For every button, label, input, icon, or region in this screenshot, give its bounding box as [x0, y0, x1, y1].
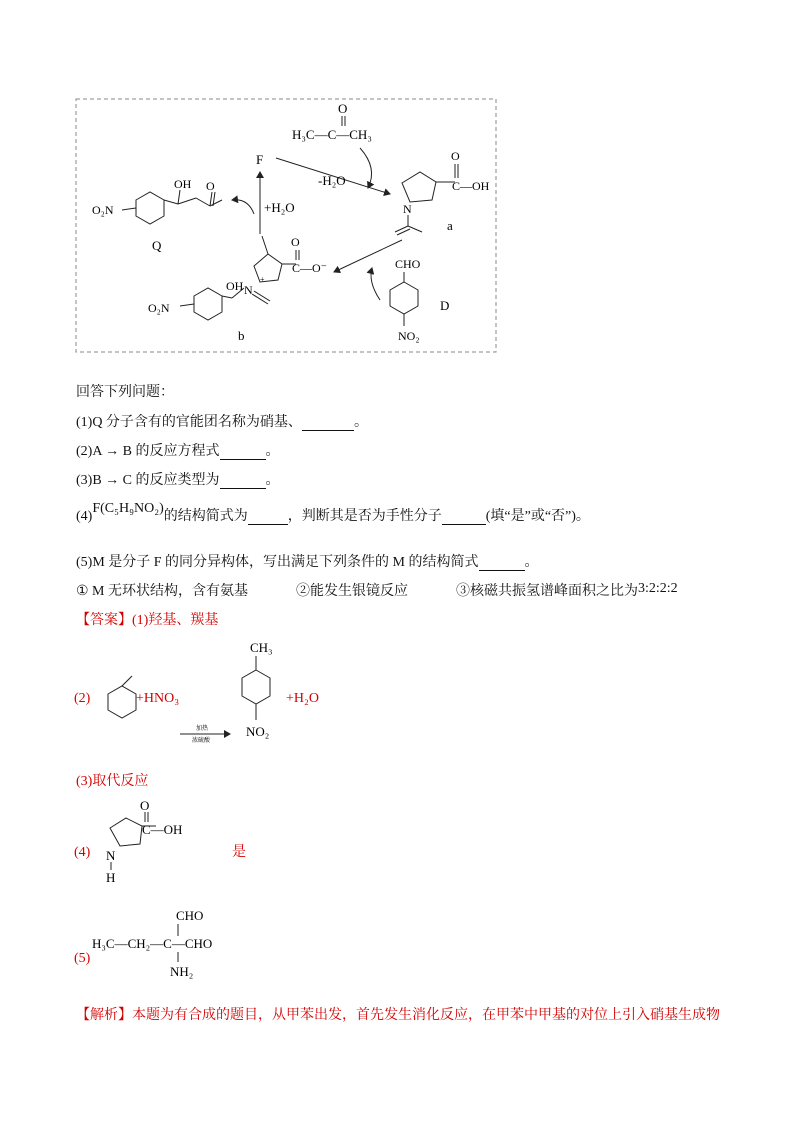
svg-text:(4): (4) [74, 845, 91, 860]
compound-b [148, 235, 327, 343]
svg-text:是: 是 [232, 845, 246, 860]
answer-5-structure [60, 906, 300, 986]
curved-arrow-acetone [360, 148, 372, 188]
svg-text:NO₂: NO₂ [246, 724, 270, 739]
svg-text:C—O⁻: C—O⁻ [292, 261, 328, 275]
water-add: +H₂O [264, 200, 295, 215]
svg-text:N: N [403, 202, 412, 216]
question-1: (1)Q 分子含有的官能团名称为硝基、 。 [76, 415, 368, 430]
svg-text:CHO: CHO [176, 908, 204, 923]
svg-text:NO₂: NO₂ [398, 329, 420, 343]
water-loss: -H₂O [318, 173, 346, 188]
svg-text:N: N [244, 283, 253, 297]
svg-text:CHO: CHO [395, 257, 421, 271]
scheme-frame [76, 99, 496, 352]
answer-1: 【答案】(1)羟基、羰基 [76, 613, 219, 628]
svg-text:(2): (2) [74, 691, 91, 706]
label-b: b [238, 328, 245, 343]
label-f: F [256, 152, 264, 167]
intro: 回答下列问题： [76, 385, 174, 400]
analysis: 【解析】本题为有合成的题目，从甲苯出发，首先发生消化反应，在甲苯中甲基的对位上引入硝基生成物 [76, 1008, 720, 1023]
arrow-a-to-b [334, 240, 402, 272]
question-4: (4)F(C₅H₉NO₂)的结构简式为 ，判断其是否为手性分子 (填“是”或“否”)。 [76, 501, 590, 524]
label-d: D [440, 298, 450, 313]
condition-1: ① M 无环状结构，含有氨基 [76, 584, 248, 599]
svg-text:O: O [206, 179, 215, 193]
reaction-scheme [0, 0, 800, 360]
svg-text:N: N [106, 848, 116, 863]
question-3: (3)B → C 的反应类型为 。 [76, 473, 280, 488]
label-q: Q [152, 238, 162, 253]
svg-text:O: O [140, 798, 150, 813]
svg-text:NH₂: NH₂ [170, 964, 194, 979]
svg-text:O₂N: O₂N [92, 203, 114, 217]
question-5: (5)M 是分子 F 的同分异构体，写出满足下列条件的 M 的结构简式 。 [76, 555, 539, 570]
compound-a [395, 149, 490, 235]
svg-text:H₃C—CH₂—C—CHO: H₃C—CH₂—C—CHO [92, 936, 213, 951]
svg-text:加热: 加热 [196, 726, 209, 732]
condition-2: ②能发生银镜反应 [296, 584, 408, 599]
svg-text:OH: OH [174, 177, 192, 191]
curved-arrow-q [232, 200, 254, 214]
svg-text:O₂N: O₂N [148, 301, 170, 315]
curved-arrow-d [371, 268, 380, 300]
answer-4-structure [60, 798, 280, 888]
answer-2-equation [60, 636, 360, 746]
compound-q [92, 177, 222, 253]
svg-text:(5): (5) [74, 951, 91, 966]
svg-text:OH: OH [226, 279, 244, 293]
compound-d [390, 257, 449, 343]
svg-text:O: O [291, 235, 300, 249]
condition-3: ③核磁共振氢谱峰面积之比为3:2:2:2 [456, 581, 678, 599]
svg-text:+: + [260, 275, 265, 284]
label-a: a [447, 218, 453, 233]
svg-text:CH₃: CH₃ [250, 640, 273, 655]
acetone-formula: H₃C—C—CH₃ [292, 127, 372, 142]
svg-text:H: H [106, 870, 116, 885]
question-2: (2)A → B 的反应方程式 。 [76, 444, 280, 459]
acetone-o: O [338, 101, 348, 116]
svg-text:+H₂O: +H₂O [286, 691, 319, 706]
svg-text:C—OH: C—OH [142, 822, 183, 837]
svg-text:C—OH: C—OH [452, 179, 490, 193]
answer-3: (3)取代反应 [76, 774, 149, 789]
svg-text:O: O [451, 149, 460, 163]
svg-text:浓硫酸: 浓硫酸 [192, 738, 211, 744]
svg-text:+HNO₃: +HNO₃ [136, 691, 180, 706]
